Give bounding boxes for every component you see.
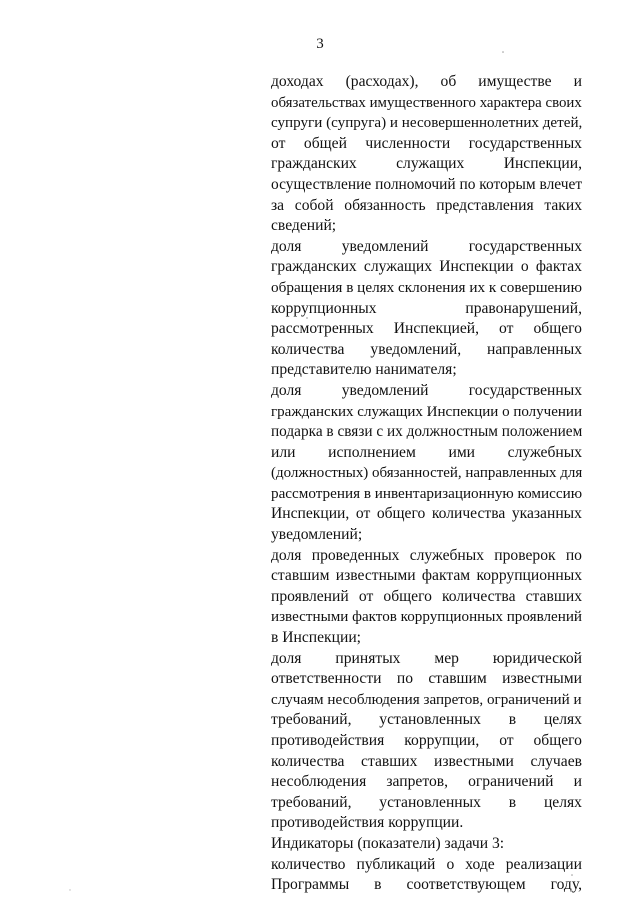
word: служащих (363, 258, 433, 276)
word: коррупционных (271, 299, 377, 317)
word: Инспекции, (271, 505, 350, 523)
text-line: супруги (супруга) и несовершеннолетних детей, (271, 115, 583, 132)
word: численности (365, 134, 451, 152)
word: противодействия (271, 732, 385, 749)
text-line (271, 566, 582, 587)
word: фактам (421, 567, 471, 585)
word: о (446, 855, 455, 873)
word: правонарушений, (465, 299, 582, 317)
word: количества (431, 505, 506, 523)
word: количества (271, 752, 345, 770)
text-line: уведомлений; (271, 526, 363, 544)
word: Программы (271, 876, 350, 894)
text-line: подарка в связи с их должностным положением (271, 423, 583, 441)
word: государственных (468, 134, 582, 152)
word: ставших (525, 587, 582, 605)
word: или (271, 443, 296, 461)
word: коррупции, (404, 732, 480, 749)
word: в (508, 793, 517, 811)
scan-speck (69, 889, 70, 890)
text-line (271, 381, 582, 402)
word: проведенных (311, 546, 400, 564)
word: гражданских (271, 155, 357, 173)
text-line (271, 731, 582, 752)
word: Инспекции (439, 258, 514, 276)
word: в (374, 876, 382, 894)
word: установленных (379, 711, 481, 729)
word: служащих (396, 155, 465, 173)
word: о (520, 258, 529, 276)
text-line (271, 72, 582, 93)
text-line: рассмотрения в инвентаризационную комиссию (271, 484, 583, 502)
word: требований, (271, 711, 352, 729)
word: реализации (505, 855, 582, 873)
text-line: обязательствах имущественного характера своих (271, 94, 582, 111)
text-line: Индикаторы (показатели) задачи 3: (271, 834, 505, 852)
word: коррупционных (476, 567, 582, 585)
word: от (499, 732, 514, 749)
word: об (440, 73, 457, 90)
text-line (271, 299, 582, 320)
word: общей (303, 134, 347, 152)
word: доля (271, 237, 302, 255)
word: несоблюдения (271, 773, 367, 791)
word: ответственности (271, 670, 382, 688)
text-line (271, 855, 582, 876)
word: Инспекции, (503, 155, 582, 173)
word: общего (533, 320, 582, 338)
text-line (271, 587, 582, 608)
word: требований, (271, 793, 352, 811)
text-line: гражданских служащих Инспекции о получении (271, 403, 583, 420)
word: ставшим (428, 670, 487, 688)
word: году, (550, 876, 582, 894)
word: ставших (361, 752, 418, 770)
word: ставшим (271, 567, 330, 585)
text-line: осуществление полномочий по которым влечет (271, 175, 583, 193)
text-line (271, 257, 582, 278)
text-line (271, 154, 582, 175)
word: служебных (507, 443, 582, 461)
word: за (271, 196, 285, 214)
word: государственных (468, 237, 582, 255)
text-line (271, 340, 582, 361)
text-line: представителю нанимателя; (271, 361, 457, 379)
word: собой (294, 196, 334, 214)
word: известными (502, 670, 582, 688)
text-line: (должностных) обязанностей, направленных для (271, 465, 583, 482)
text-line: противодействия коррупции. (271, 814, 464, 832)
text-line: случаям несоблюдения запретов, ограничений и (271, 691, 582, 708)
page-number: 3 (316, 36, 324, 52)
text-line: в Инспекции; (271, 629, 361, 647)
word: в (508, 711, 517, 729)
text-line (271, 875, 582, 896)
word: доля (271, 649, 302, 667)
word: от (271, 134, 286, 152)
word: количества (442, 587, 516, 605)
word: таких (544, 196, 582, 214)
word: известными (434, 752, 514, 770)
text-line: обращения в целях склонения их к совершению (271, 278, 582, 296)
word: от (499, 320, 514, 338)
word: фактах (535, 258, 582, 276)
word: установленных (379, 793, 481, 811)
text-line (271, 752, 582, 773)
text-line (271, 134, 582, 155)
word: общего (533, 732, 582, 749)
word: уведомлений (341, 381, 429, 399)
word: случаев (530, 752, 582, 770)
word: ходе (465, 855, 495, 873)
text-line (271, 710, 582, 731)
word: целях (543, 793, 582, 811)
word: соответствующем (406, 876, 526, 894)
word: представления (436, 196, 534, 214)
word: юридической (492, 649, 582, 667)
word: государственных (468, 381, 582, 399)
text-line (271, 196, 582, 217)
text-line (271, 649, 582, 670)
word: известными (335, 567, 416, 585)
text-line (271, 237, 582, 258)
word: уведомлений (341, 237, 429, 255)
word: общего (376, 505, 426, 523)
word: доходах (271, 73, 324, 90)
word: исполнением (328, 443, 416, 461)
word: публикаций (356, 855, 436, 873)
word: целях (543, 711, 582, 729)
text-line: известными фактов коррупционных проявлений (271, 609, 583, 626)
text-line (271, 319, 582, 340)
word: и (573, 73, 582, 90)
word: служебных (409, 546, 485, 564)
text-line: сведений; (271, 217, 337, 235)
text-line (271, 793, 582, 814)
word: запретов, (386, 773, 448, 791)
text-line (271, 772, 582, 793)
word: по (396, 670, 413, 688)
word: (расходах), (345, 73, 419, 90)
word: указанных (511, 505, 582, 523)
word: от (358, 587, 374, 605)
word: рассмотренных (271, 320, 374, 338)
text-line (271, 669, 582, 690)
word: мер (434, 649, 459, 667)
word: гражданских (271, 258, 357, 276)
word: направленных (487, 340, 582, 358)
text-line (271, 443, 582, 464)
word: доля (271, 381, 302, 399)
word: обязанность (344, 196, 426, 214)
body-text (271, 72, 582, 896)
word: ограничений (468, 773, 554, 791)
word: уведомлений, (370, 340, 462, 358)
word: количество (271, 855, 346, 873)
text-line (271, 546, 582, 567)
word: по (565, 546, 582, 564)
text-line (271, 504, 582, 525)
word: общего (383, 587, 432, 605)
word: Инспекцией, (393, 320, 479, 338)
word: имуществе (478, 73, 552, 90)
word: и (573, 773, 582, 791)
word: проявлений (271, 587, 349, 605)
word: от (355, 505, 371, 523)
word: доля (271, 546, 302, 564)
word: ими (448, 443, 476, 461)
word: принятых (335, 649, 401, 667)
word: проверок (494, 546, 556, 564)
word: количества (271, 340, 345, 358)
